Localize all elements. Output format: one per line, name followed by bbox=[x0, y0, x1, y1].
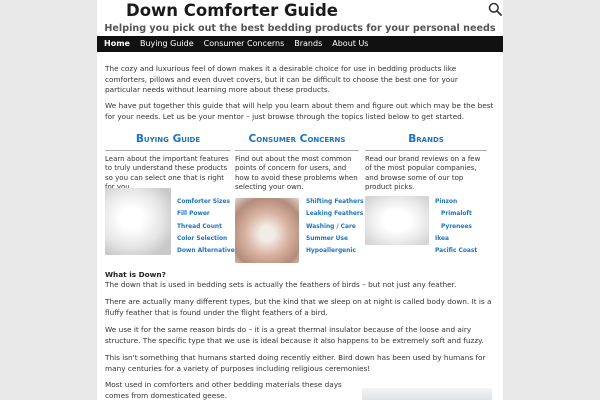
link-hypoallergenic[interactable]: Hypoallergenic bbox=[306, 248, 356, 255]
link-primaloft[interactable]: Primaloft bbox=[441, 211, 472, 218]
nav-brands[interactable]: Brands bbox=[294, 39, 323, 48]
bedding-image[interactable] bbox=[365, 196, 429, 245]
intro-paragraph-1: The cozy and luxurious feel of down makes it a desirable choice for use in bedding products like comforters, pillows and even duvet covers, but it can be difficult to choose the best one for your particular needs without learning more about these products. bbox=[105, 64, 458, 95]
link-fill-power[interactable]: Fill Power bbox=[177, 211, 210, 218]
article-paragraph-3: We use it for the same reason birds do – it is a great thermal insulator because of the loose and airy structure. The specific type that we use is ideal because it also happens to be extremely soft and fuzzy. bbox=[105, 325, 484, 345]
brands-rule bbox=[365, 150, 487, 151]
link-down-alternative[interactable]: Down Alternative bbox=[177, 248, 235, 255]
tagline: Helping you pick out the best bedding products for your personal needs bbox=[104, 23, 496, 34]
article-paragraph-4: This isn't something that humans started doing recently either. Bird down has been used by humans for many centuries for a variety of purposes including religious ceremonies! bbox=[105, 353, 486, 373]
consumer-concerns-text: Find out about the most common points of concern for users, and how to avoid these problems when selecting your own. bbox=[235, 155, 358, 192]
page bbox=[97, 0, 503, 400]
article-paragraph-5: Most used in comforters and other bedding materials these days comes from domesticated geese. bbox=[105, 380, 342, 400]
link-pacific-coast[interactable]: Pacific Coast bbox=[435, 248, 478, 255]
link-pinzon[interactable]: Pinzon bbox=[435, 199, 458, 205]
link-color-selection[interactable]: Color Selection bbox=[177, 235, 228, 242]
link-comforter-sizes[interactable]: Comforter Sizes bbox=[177, 199, 230, 205]
feather-image[interactable] bbox=[235, 198, 299, 263]
consumer-concerns-links bbox=[306, 196, 364, 257]
article-image bbox=[362, 388, 492, 400]
article-paragraph-1: The down that is used in bedding sets is actually the feathers of birds – but not just any feather. bbox=[105, 280, 457, 289]
site-title[interactable]: Down Comforter Guide bbox=[126, 1, 338, 20]
nav-about-us[interactable]: About Us bbox=[332, 39, 369, 48]
brands-links bbox=[435, 196, 477, 257]
article-paragraph-2: There are actually many different types, but the kind that we sleep on at night is called body down. It is a fluffy feather that is found under the flight feathers of a bird. bbox=[105, 297, 492, 317]
what-is-down-heading: What is Down? bbox=[105, 270, 166, 279]
intro-paragraph-2: We have put together this guide that will help you learn about them and figure out which may be the best for your needs. Let us be your mentor – just browse through the topics listed below to get started. bbox=[105, 101, 494, 121]
link-shifting-feathers[interactable]: Shifting Feathers bbox=[306, 199, 364, 205]
search-icon[interactable] bbox=[488, 2, 502, 16]
buying-guide-links bbox=[177, 196, 235, 257]
link-leaking-feathers[interactable]: Leaking Feathers bbox=[306, 211, 364, 218]
buying-guide-heading[interactable]: Buying Guide bbox=[135, 133, 201, 145]
link-ikea[interactable]: Ikea bbox=[435, 235, 449, 242]
buying-guide-text: Learn about the important features to truly understand these products so you can select one that is right bbox=[105, 155, 229, 182]
brands-text: Read our brand reviews on a few of the most popular companies, and browse some of our top product picks. bbox=[365, 155, 481, 192]
brands-heading[interactable]: Brands bbox=[408, 133, 444, 145]
nav-consumer-concerns[interactable]: Consumer Concerns bbox=[203, 39, 285, 48]
main-nav bbox=[97, 36, 503, 52]
consumer-concerns-heading[interactable]: Consumer Concerns bbox=[248, 133, 346, 145]
link-pyrenees[interactable]: Pyrenees bbox=[441, 223, 472, 230]
link-thread-count[interactable]: Thread Count bbox=[177, 223, 222, 230]
nav-buying-guide[interactable]: Buying Guide bbox=[139, 39, 194, 48]
link-washing-care[interactable]: Washing / Care bbox=[306, 223, 356, 230]
nav-home[interactable]: Home bbox=[104, 39, 130, 48]
link-summer-use[interactable]: Summer Use bbox=[306, 235, 348, 242]
comforter-image[interactable] bbox=[105, 188, 171, 255]
consumer-concerns-rule bbox=[235, 150, 359, 151]
buying-guide-rule bbox=[105, 150, 231, 151]
